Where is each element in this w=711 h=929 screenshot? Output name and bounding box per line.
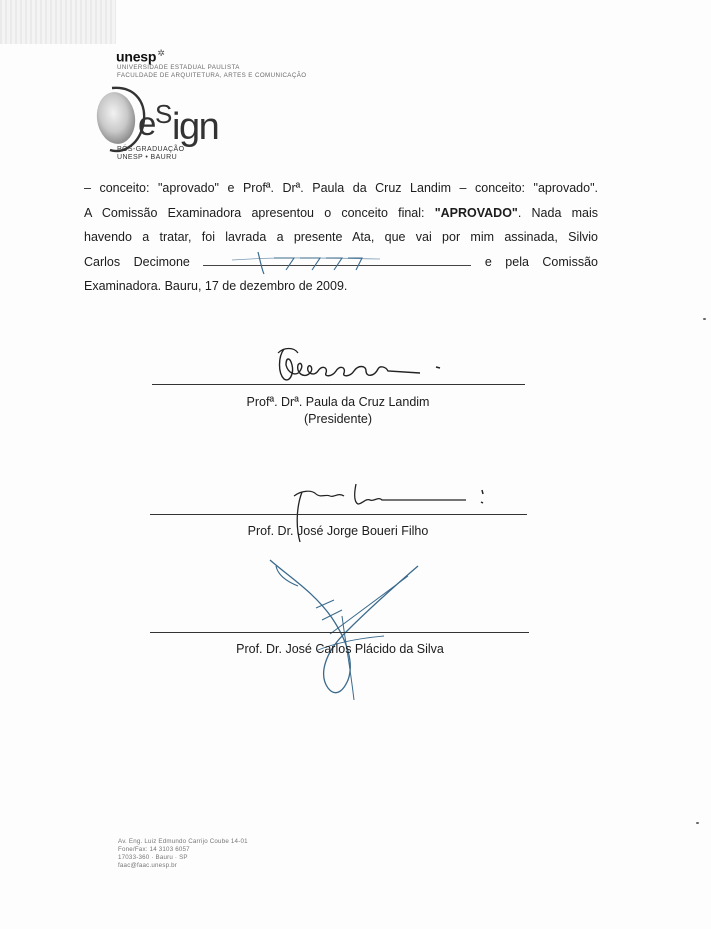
signature-line-2	[150, 514, 527, 515]
body-line-2: A Comissão Examinadora apresentou o conceito final: "APROVADO". Nada mais	[84, 205, 598, 220]
secretary-signature	[230, 248, 390, 276]
star-icon: ✲	[157, 48, 165, 58]
minutes-body	[84, 176, 598, 299]
signature-landim	[270, 343, 460, 385]
program-subtitle: PÓS-GRADUAÇÃO	[117, 146, 185, 153]
unesp-logo: unesp✲	[116, 48, 165, 65]
signature-line-1	[152, 384, 525, 385]
scan-speck	[696, 822, 699, 824]
signatory-name-1: Profª. Drª. Paula da Cruz Landim	[246, 395, 430, 409]
svg-text:S: S	[155, 99, 173, 129]
footer-address: Av. Eng. Luiz Edmundo Carrijo Coube 14-01	[118, 838, 248, 845]
svg-text:e: e	[138, 105, 156, 142]
signature-line-3	[150, 632, 529, 633]
scan-speck	[703, 318, 706, 320]
body-line-3: havendo a tratar, foi lavrada a presente Ata, que vai por mim assinada, Silvio	[84, 230, 598, 245]
body-line-1: – conceito: "aprovado" e Profª. Drª. Paula da Cruz Landim – conceito: "aprovado".	[84, 181, 598, 195]
signature-placido	[258, 556, 428, 706]
signatory-name-3: Prof. Dr. José Carlos Plácido da Silva	[236, 642, 444, 656]
signatory-name-2: Prof. Dr. José Jorge Boueri Filho	[247, 524, 429, 538]
address-footer	[118, 838, 248, 870]
footer-city: 17033-360 · Bauru · SP	[118, 854, 188, 861]
signatory-role-1: (Presidente)	[303, 412, 373, 426]
body-line-5: Examinadora. Bauru, 17 de dezembro de 2009.	[84, 279, 348, 294]
svg-text:ign: ign	[172, 106, 219, 148]
scan-edge-artifact	[0, 0, 116, 44]
final-grade: "APROVADO"	[434, 205, 518, 220]
footer-email: faac@faac.unesp.br	[118, 862, 178, 869]
program-campus: UNESP • BAURU	[117, 154, 178, 161]
university-name: UNIVERSIDADE ESTADUAL PAULISTA	[117, 64, 240, 71]
faculty-name: FACULDADE DE ARQUITETURA, ARTES E COMUNICAÇÃO	[117, 72, 307, 79]
body-line-4: Carlos Decimone e pela Comissão	[84, 254, 598, 269]
footer-phone: Fone/Fax: 14 3103 6057	[118, 846, 190, 853]
